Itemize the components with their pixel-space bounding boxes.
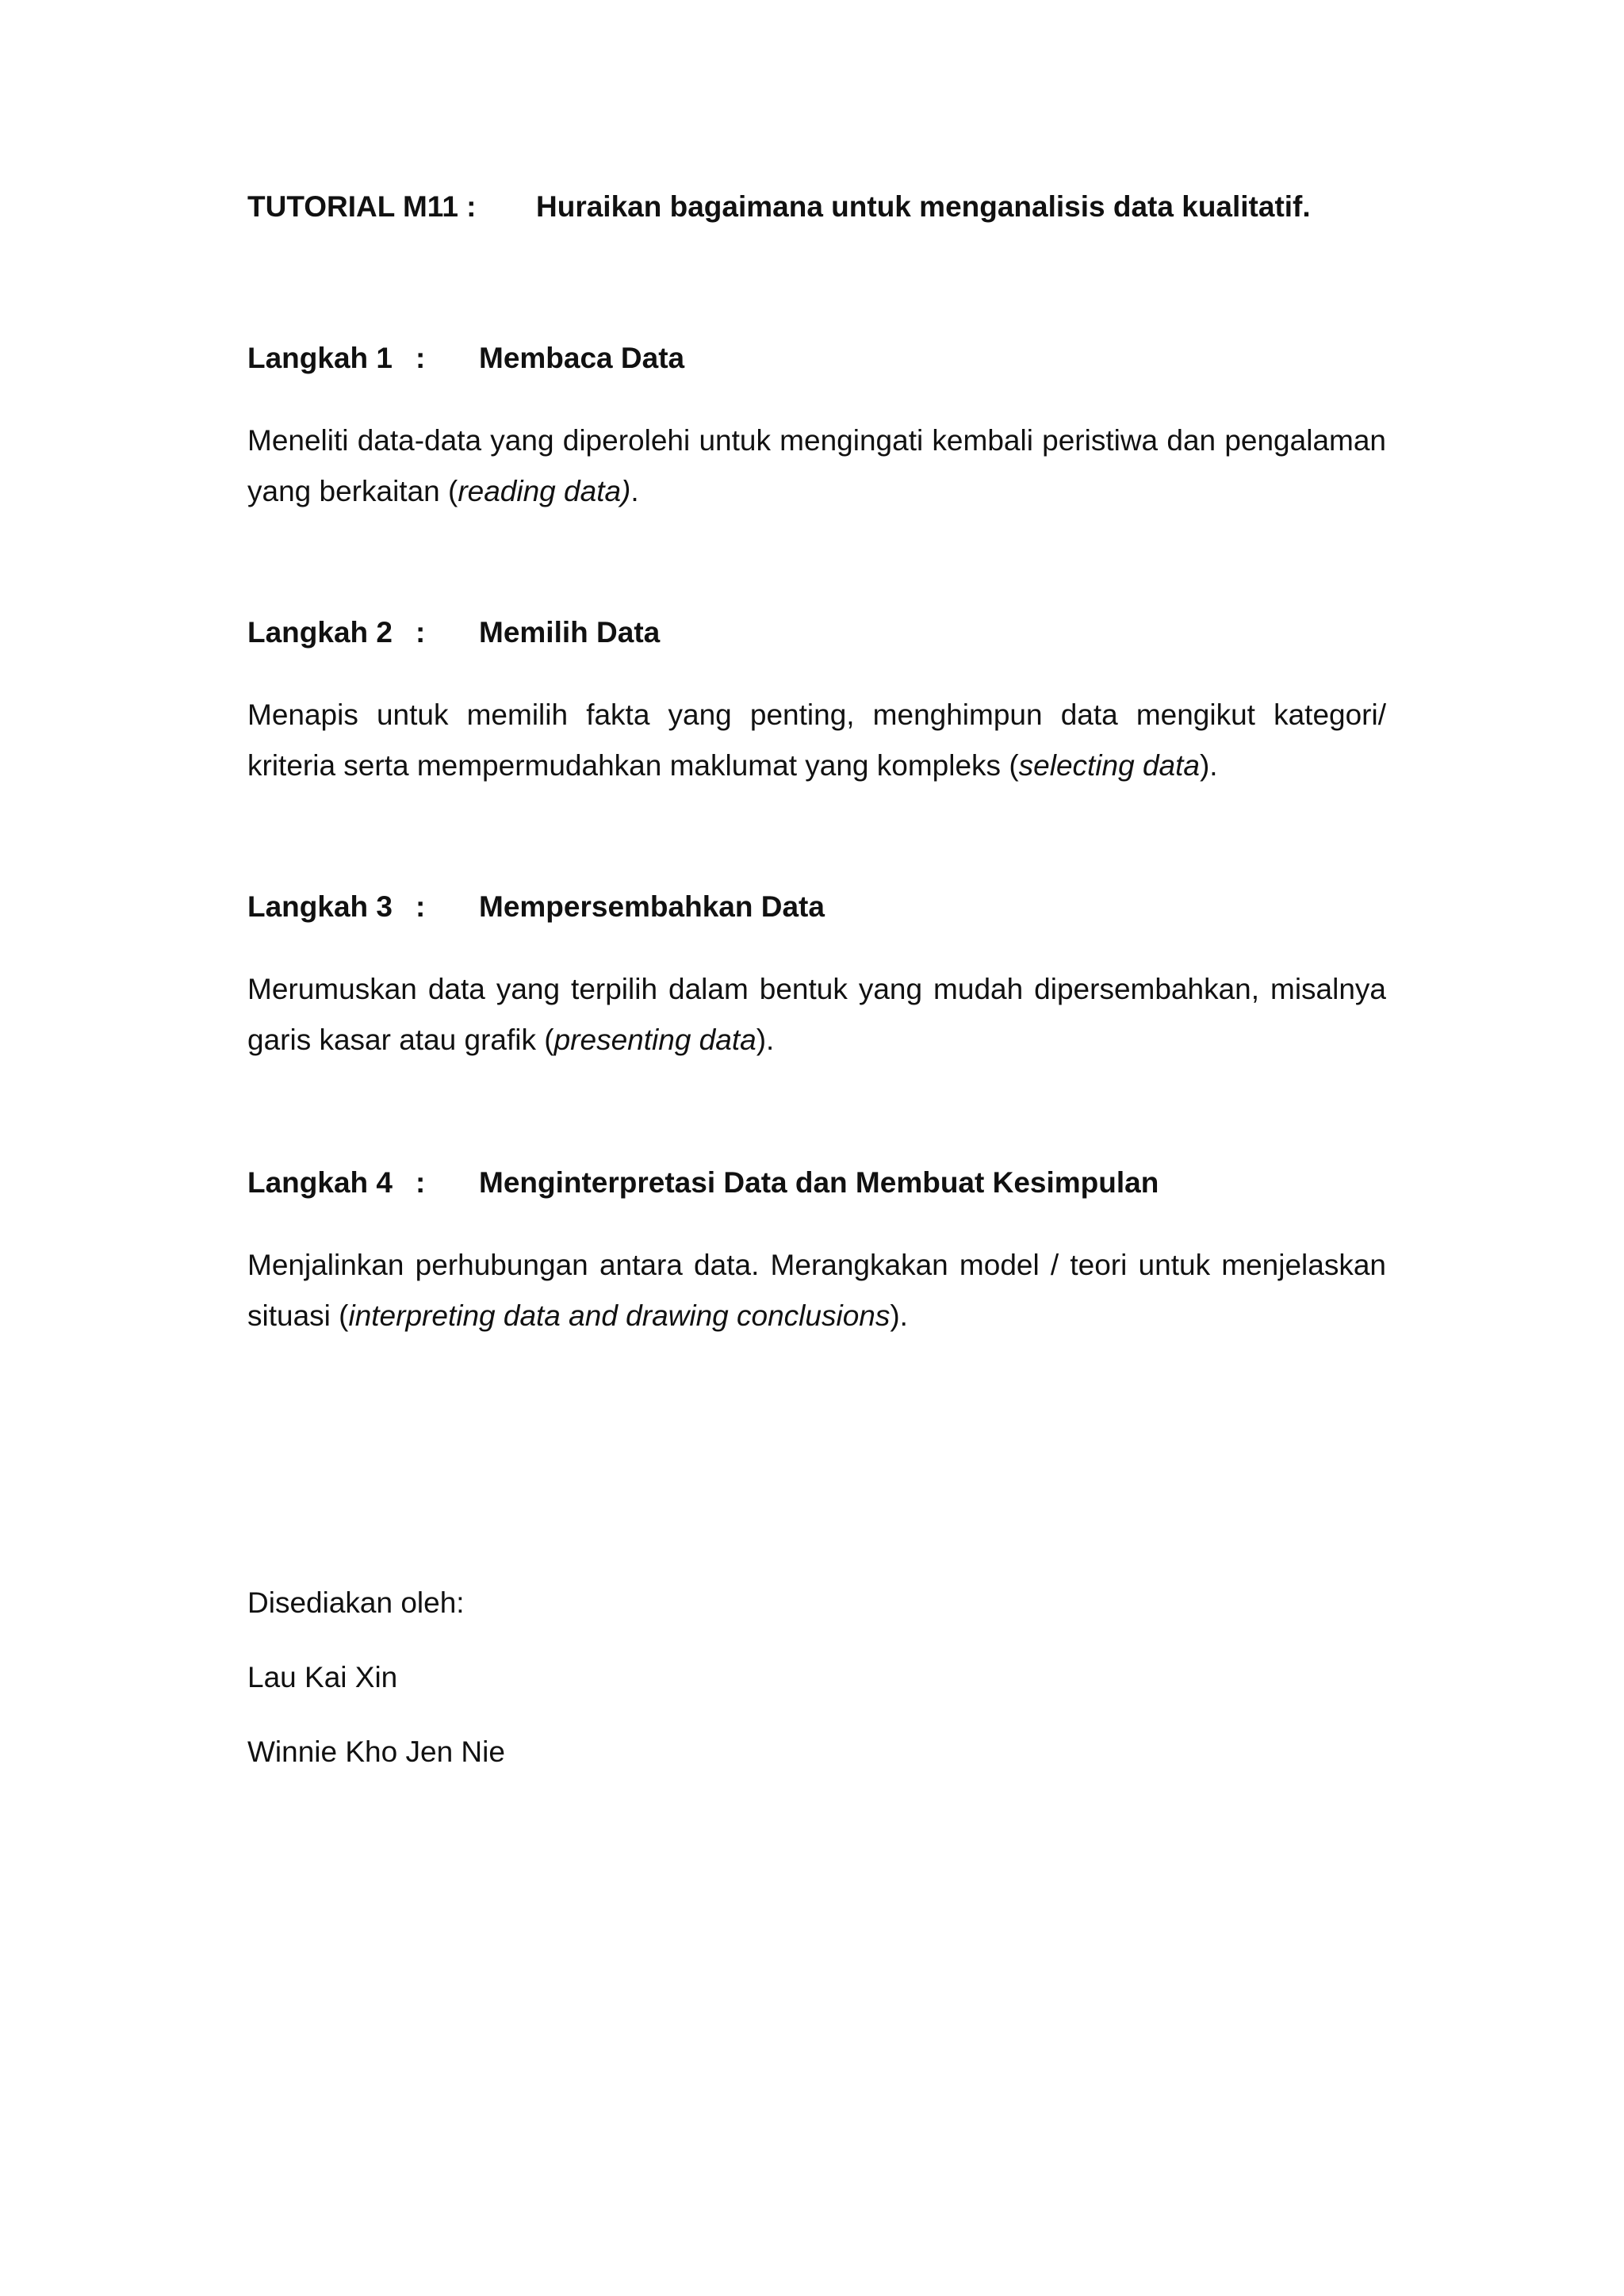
step-title: Menginterpretasi Data dan Membuat Kesimpulan [479,1166,1159,1199]
tutorial-question: Huraikan bagaimana untuk menganalisis data kualitatif. [536,190,1311,223]
step-heading [247,1165,1386,1200]
step-body-text: Meneliti data-data yang diperolehi untuk mengingati kembali peristiwa dan pengalaman yang berkaitan ( [247,424,1386,507]
step-title: Mempersembahkan Data [479,890,825,923]
step-heading [247,890,1386,924]
step-description [247,690,1386,791]
author-name: Winnie Kho Jen Nie [247,1735,505,1768]
step-3 [247,890,1386,1066]
step-4 [247,1165,1386,1341]
step-number: Langkah 3 [247,890,393,923]
author-name: Lau Kai Xin [247,1661,398,1693]
step-number: Langkah 4 [247,1166,393,1199]
step-description [247,1240,1386,1341]
step-colon: : [416,616,426,649]
step-english-term: selecting data [1018,749,1200,782]
step-body-text: Menjalinkan perhubungan antara data. Merangkakan model / teori untuk menjelaskan situasi ( [247,1249,1386,1332]
tutorial-label: TUTORIAL M11 : [247,190,477,223]
step-body-text: Menapis untuk memilih fakta yang penting, menghimpun data mengikut kategori/ kriteria serta mempermudahkan maklumat yang kompleks ( [247,698,1386,782]
step-description [247,964,1386,1066]
step-heading [247,341,1386,376]
step-2 [247,615,1386,791]
step-number: Langkah 1 [247,342,393,374]
step-heading [247,615,1386,650]
step-colon: : [416,1166,426,1199]
prepared-by-label: Disediakan oleh: [247,1586,465,1619]
step-title: Membaca Data [479,342,685,374]
step-body-end: ). [1199,749,1218,782]
tutorial-title [247,190,1311,224]
step-description [247,415,1386,517]
step-english-term: presenting data [553,1024,756,1056]
step-colon: : [416,890,426,923]
step-body-text: Merumuskan data yang terpilih dalam bentuk yang mudah dipersembahkan, misalnya garis kasar atau grafik ( [247,973,1386,1056]
step-body-end: ). [756,1024,775,1056]
step-number: Langkah 2 [247,616,393,649]
step-body-end: . [630,475,639,507]
step-english-term: reading data) [458,475,631,507]
step-body-end: ). [890,1299,908,1332]
prepared-by-section [247,1586,505,1809]
step-colon: : [416,342,426,374]
step-english-term: interpreting data and drawing conclusions [348,1299,891,1332]
step-1 [247,341,1386,517]
step-title: Memilih Data [479,616,661,649]
